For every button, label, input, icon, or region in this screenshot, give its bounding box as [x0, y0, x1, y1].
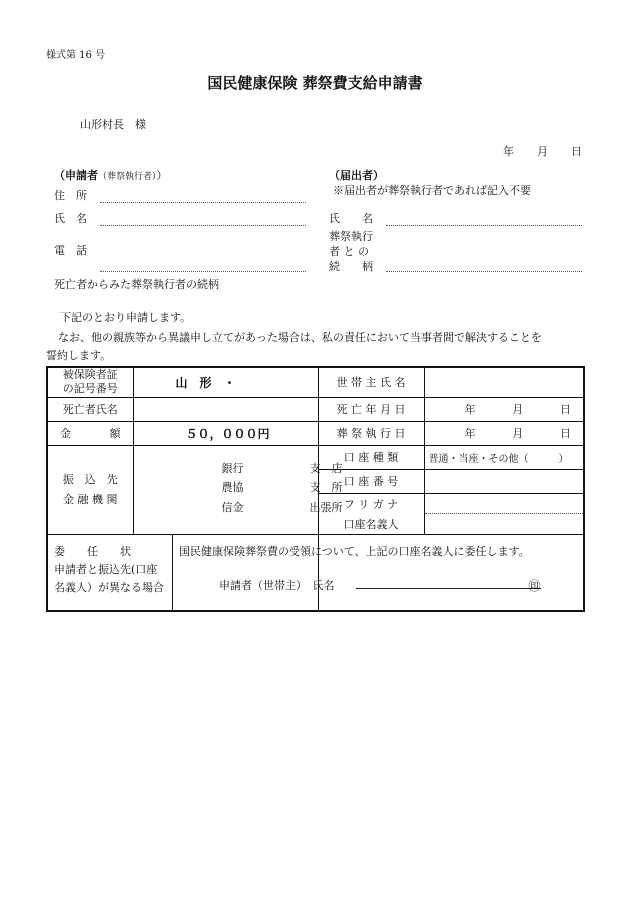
account-number-value-cell[interactable] [424, 469, 584, 493]
applicant-name-line[interactable] [100, 225, 306, 226]
bank-type-2: 農協 [221, 480, 244, 494]
insured-value: 山 形 ・ [175, 375, 236, 390]
amount-label-1: 金 [60, 427, 71, 440]
branch-3: 出張所 [309, 500, 343, 514]
row-amount [47, 421, 584, 445]
notifier-relation-line[interactable] [386, 271, 582, 272]
furigana-value-cell[interactable] [424, 494, 584, 514]
bank-type-1: 銀行 [221, 461, 244, 475]
bank-type-3: 信金 [221, 500, 244, 514]
delegate-split [48, 535, 530, 610]
account-holder-value-cell[interactable] [424, 514, 584, 534]
applicant-address-line[interactable] [100, 202, 306, 203]
notifier-relation-label-1: 葬祭執行 [329, 230, 373, 243]
page-title: 国民健康保険 葬祭費支給申請書 [207, 74, 423, 92]
insured-label-2: の記号番号 [62, 382, 118, 396]
date-month-label: 月 [537, 145, 548, 158]
statement-line-3: 誓約します。 [46, 349, 112, 362]
death-date-label: 死 亡 年 月 日 [318, 397, 424, 421]
delegate-label-1: 委 任 状 [54, 544, 131, 558]
funeral-date-year: 年 [464, 427, 476, 440]
application-table [46, 366, 585, 612]
funeral-date-month: 月 [512, 427, 524, 440]
row-bank-1 [47, 445, 584, 469]
notifier-name-label: 氏 名 [329, 212, 373, 225]
deceased-name-value-cell[interactable] [133, 397, 318, 421]
seal-icon: ㊞ [528, 578, 541, 593]
amount-label-cell [47, 421, 133, 445]
bank-name-area [134, 446, 343, 534]
amount-value: ５０，０００円 [185, 426, 270, 441]
deceased-name-label: 死亡者氏名 [47, 397, 133, 421]
funeral-date-day: 日 [560, 427, 572, 440]
delegate-label-box [48, 535, 173, 610]
amount-label [48, 425, 133, 441]
householder-label: 世 帯 主 氏 名 [318, 367, 424, 397]
applicant-name-label: 氏 名 [54, 212, 87, 225]
death-date-day: 日 [560, 403, 572, 416]
notifier-name-line[interactable] [386, 225, 582, 226]
applicant-heading [54, 167, 168, 183]
branch-1: 支 店 [309, 461, 343, 475]
row-deceased [47, 397, 584, 421]
amount-value-cell [133, 421, 318, 445]
death-date-value-cell[interactable] [424, 397, 584, 421]
funeral-date-label: 葬 祭 執 行 日 [318, 421, 424, 445]
row-delegation [47, 534, 584, 611]
delegate-label-2: 申請者と振込先(口座 [54, 562, 158, 576]
delegate-text: 国民健康保険葬祭費の受領について、上記の口座名義人に委任します。 [179, 544, 530, 558]
funeral-date-fields [425, 425, 584, 441]
applicant-relation-label: 死亡者からみた葬祭執行者の続柄 [54, 278, 219, 291]
form-number: 様式第 16 号 [46, 50, 106, 61]
insured-label-1: 被保険者証 [62, 368, 118, 382]
furigana-label: フ リ ガ ナ [318, 494, 424, 514]
bank-label-cell [47, 445, 133, 534]
statement-line-2: なお、他の親族等から異議申し立てがあった場合は、私の責任において当事者間で解決することを [58, 331, 542, 344]
date-year-label: 年 [503, 145, 514, 158]
delegate-content-right[interactable] [318, 534, 584, 611]
date-day-label: 日 [571, 145, 582, 158]
applicant-heading-small: （葬祭執行者） [98, 172, 157, 182]
row-insured [47, 367, 584, 397]
delegate-signature-line[interactable] [356, 588, 541, 589]
householder-value-cell[interactable] [424, 367, 584, 397]
statement-line-1: 下記のとおり申請します。 [60, 311, 192, 324]
death-date-year: 年 [464, 403, 476, 416]
notifier-heading: （届出者） [329, 169, 384, 182]
notifier-note: ※届出者が葬祭執行者であれば記入不要 [333, 184, 531, 197]
bank-name-cell[interactable] [133, 445, 343, 534]
account-number-label: 口 座 番 号 [318, 469, 424, 493]
account-type-value[interactable]: 普通・当座・その他（ ） [424, 445, 584, 469]
delegate-content-left [173, 535, 530, 610]
branch-2: 支 所 [309, 480, 343, 494]
notifier-relation-label-2: 者 と の [329, 245, 369, 258]
applicant-heading-text: （申請者 [54, 169, 98, 182]
applicant-heading-end: ） [156, 169, 168, 182]
death-date-month: 月 [512, 403, 524, 416]
applicant-address-label: 住 所 [54, 189, 87, 202]
account-holder-label: 口座名義人 [318, 514, 424, 534]
bank-label-2: 金 融 機 関 [63, 492, 118, 506]
bank-label-1: 振 込 先 [62, 472, 118, 486]
applicant-phone-line[interactable] [100, 271, 306, 272]
applicant-phone-label: 電 話 [54, 244, 87, 257]
notifier-relation-label-3: 続 柄 [329, 260, 373, 273]
delegate-label-3: 名義人）が異なる場合 [54, 580, 164, 594]
addressee: 山形村長 様 [80, 118, 146, 131]
funeral-date-value-cell[interactable] [424, 421, 584, 445]
insured-label-cell [47, 367, 133, 397]
account-type-label: 口 座 種 類 [318, 445, 424, 469]
amount-label-2: 額 [109, 427, 121, 440]
delegate-label-cell [47, 534, 530, 611]
insured-value-cell[interactable] [133, 367, 318, 397]
delegate-signer: 申請者（世帯主） 氏名 [219, 578, 335, 592]
death-date-fields [425, 401, 584, 417]
